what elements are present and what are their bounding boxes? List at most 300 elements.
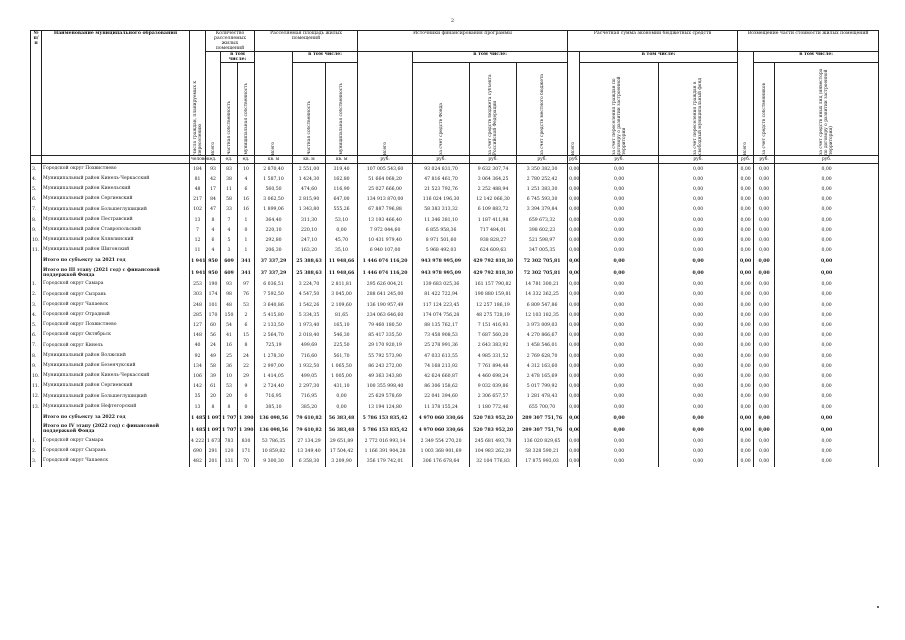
value-cell: 0,00 <box>659 412 738 424</box>
value-cell: 2 815,90 <box>293 195 326 205</box>
value-cell: 74 168 213,92 <box>413 361 470 371</box>
value-cell: 0,00 <box>659 235 738 245</box>
value-cell: 0,00 <box>738 184 754 194</box>
col-persons-header: Число граждан, планируемых к переселению <box>190 31 206 156</box>
rooms-incl-header: в том числе: <box>221 52 255 63</box>
value-cell: 950 <box>206 268 221 280</box>
value-cell: 190 <box>206 280 221 290</box>
finance-fund-header: за счет средств Фонда <box>413 63 470 156</box>
value-cell: 14 781 300,21 <box>517 280 568 290</box>
value-cell: 0,00 <box>568 225 580 235</box>
value-cell: 0,00 <box>738 225 754 235</box>
value-cell: 85 417 335,50 <box>358 331 413 341</box>
value-cell: 0,00 <box>738 371 754 381</box>
municipality-name: Муниципальный район Волжский <box>42 351 190 361</box>
value-cell: 0,00 <box>659 361 738 371</box>
row-number: 4. <box>31 310 42 320</box>
value-cell: 58 383 313,32 <box>413 205 470 215</box>
value-cell: 0,00 <box>580 310 659 320</box>
value-cell: 190 880 159,81 <box>470 290 517 300</box>
row-number: 5. <box>31 320 42 330</box>
value-cell: 0,00 <box>568 457 580 467</box>
value-cell: 29 651,89 <box>326 436 358 446</box>
value-cell: 1 281 478,43 <box>517 392 568 402</box>
municipality-name: Итого по IV этапу (2022 год) с финансовой поддержкой Фонда <box>42 424 190 436</box>
value-cell: 2 997,00 <box>255 361 293 371</box>
value-cell: 17 <box>206 184 221 194</box>
value-cell: 2 306 657,57 <box>470 392 517 402</box>
value-cell: 0,00 <box>580 412 659 424</box>
value-cell: 201 <box>206 457 221 467</box>
table-total-row <box>31 424 879 436</box>
unit-cell: ед. <box>221 156 238 164</box>
value-cell: 0,00 <box>580 225 659 235</box>
value-cell: 20 <box>206 392 221 402</box>
value-cell: 0,00 <box>738 331 754 341</box>
value-cell: 830 <box>238 436 255 446</box>
value-cell: 84 <box>206 195 221 205</box>
value-cell: 0,00 <box>754 195 775 205</box>
value-cell: 142 <box>190 382 206 392</box>
row-number: 2. <box>31 290 42 300</box>
value-cell: 716,95 <box>255 392 293 402</box>
value-cell: 0,00 <box>775 457 879 467</box>
value-cell: 0,00 <box>568 310 580 320</box>
value-cell: 0,00 <box>754 446 775 456</box>
value-cell: 36 <box>221 361 238 371</box>
value-cell: 174 074 756,28 <box>413 310 470 320</box>
value-cell: 10 <box>221 371 238 381</box>
value-cell: 0,00 <box>659 280 738 290</box>
value-cell: 0,00 <box>754 256 775 268</box>
value-cell: 92 <box>190 351 206 361</box>
value-cell: 609 <box>221 268 238 280</box>
value-cell: 225,50 <box>326 341 358 351</box>
value-cell: 11 <box>190 246 206 256</box>
value-cell: 0,00 <box>738 174 754 184</box>
value-cell: 4 460 698,24 <box>470 371 517 381</box>
row-number: 8. <box>31 351 42 361</box>
value-cell: 76 <box>238 290 255 300</box>
value-cell: 0,00 <box>659 300 738 310</box>
value-cell: 48 275 728,19 <box>470 310 517 320</box>
value-cell: 93 024 831,70 <box>413 164 470 175</box>
unit-cell: кв. м <box>293 156 326 164</box>
value-cell: 245 681 493,78 <box>470 436 517 446</box>
value-cell: 93 <box>221 280 238 290</box>
value-cell: 41 <box>221 331 238 341</box>
value-cell: 0,00 <box>568 382 580 392</box>
value-cell: 56 <box>206 331 221 341</box>
table-row <box>31 341 879 351</box>
value-cell: 116 024 196,30 <box>413 195 470 205</box>
value-cell: 234 063 646,60 <box>358 310 413 320</box>
value-cell: 60 <box>206 320 221 330</box>
value-cell: 0,00 <box>754 457 775 467</box>
value-cell: 0,00 <box>738 382 754 392</box>
value-cell: 24 <box>238 351 255 361</box>
value-cell: 0 <box>238 225 255 235</box>
value-cell: 107 005 543,60 <box>358 164 413 175</box>
value-cell: 0,00 <box>754 184 775 194</box>
resettlement-program-table <box>30 30 879 467</box>
value-cell: 0 <box>238 392 255 402</box>
value-cell: 1 251 383,30 <box>517 184 568 194</box>
value-cell: 0,00 <box>738 361 754 371</box>
row-number <box>31 412 42 424</box>
value-cell: 4 <box>206 246 221 256</box>
value-cell: 39 <box>206 371 221 381</box>
value-cell: 32 104 776,83 <box>470 457 517 467</box>
municipality-name: Муниципальный район Шигонский <box>42 246 190 256</box>
value-cell: 7 592,50 <box>255 290 293 300</box>
row-number: 4. <box>31 174 42 184</box>
value-cell: 0,00 <box>326 225 358 235</box>
row-number <box>31 256 42 268</box>
municipality-name: Городской округ Сызрань <box>42 446 190 456</box>
table-total-row <box>31 256 879 268</box>
value-cell: 0,00 <box>580 246 659 256</box>
value-cell: 2 252 488,94 <box>470 184 517 194</box>
value-cell: 303 <box>190 290 206 300</box>
value-cell: 0,00 <box>738 280 754 290</box>
table-row <box>31 320 879 330</box>
value-cell: 7 <box>221 215 238 225</box>
value-cell: 16 <box>238 195 255 205</box>
table-row <box>31 402 879 412</box>
table-row <box>31 392 879 402</box>
table-row <box>31 300 879 310</box>
value-cell: 2 564,70 <box>255 331 293 341</box>
value-cell: 0,00 <box>659 436 738 446</box>
value-cell: 102 <box>190 205 206 215</box>
municipality-name: Городской округ Чапаевск <box>42 300 190 310</box>
row-number: 6. <box>31 195 42 205</box>
value-cell: 0,00 <box>659 446 738 456</box>
value-cell: 136 020 829,65 <box>517 436 568 446</box>
table-row <box>31 371 879 381</box>
value-cell: 162,80 <box>326 174 358 184</box>
municipality-name: Муниципальный район Пестравский <box>42 215 190 225</box>
value-cell: 0,00 <box>738 205 754 215</box>
value-cell: 1 166 391 904,28 <box>358 446 413 456</box>
excess-total-header: Всего <box>738 52 754 156</box>
value-cell: 3 209,90 <box>326 457 358 467</box>
value-cell: 0,00 <box>775 225 879 235</box>
value-cell: 100 355 998,40 <box>358 382 413 392</box>
area-total-header: Всего <box>255 52 293 156</box>
value-cell: 25 027 666,00 <box>358 184 413 194</box>
value-cell: 1 <box>238 215 255 225</box>
col-name-header: Наименование муниципального образования <box>42 31 190 156</box>
value-cell: 1 587,10 <box>255 174 293 184</box>
unit-cell: ед. <box>238 156 255 164</box>
value-cell: 0,00 <box>775 320 879 330</box>
value-cell: 0,00 <box>659 174 738 184</box>
value-cell: 25 388,63 <box>293 268 326 280</box>
value-cell: 3 224,70 <box>293 280 326 290</box>
value-cell: 0,00 <box>775 446 879 456</box>
value-cell: 288 641 245,00 <box>358 290 413 300</box>
value-cell: 4 547,50 <box>293 290 326 300</box>
value-cell: 4 <box>238 174 255 184</box>
value-cell: 520 783 952,20 <box>470 412 517 424</box>
value-cell: 15 <box>238 331 255 341</box>
value-cell: 0,00 <box>738 402 754 412</box>
municipality-name: Городской округ Кинель <box>42 341 190 351</box>
value-cell: 2 349 554 270,20 <box>413 436 470 446</box>
value-cell: 51 664 068,20 <box>358 174 413 184</box>
table-row <box>31 382 879 392</box>
value-cell: 5 415,80 <box>255 310 293 320</box>
table-row <box>31 351 879 361</box>
value-cell: 10 <box>238 164 255 175</box>
value-cell: 0,00 <box>580 392 659 402</box>
value-cell: 67 887 796,88 <box>358 205 413 215</box>
value-cell: 429 792 818,30 <box>470 268 517 280</box>
value-cell: 295 626 004,21 <box>358 280 413 290</box>
value-cell: 0,00 <box>568 174 580 184</box>
unit-cell: кв. м <box>255 156 293 164</box>
value-cell: 1 446 074 116,20 <box>358 256 413 268</box>
value-cell: 12 103 182,35 <box>517 310 568 320</box>
value-cell: 0,00 <box>754 371 775 381</box>
value-cell: 0,00 <box>738 235 754 245</box>
value-cell: 0,00 <box>580 361 659 371</box>
value-cell: 0,00 <box>775 424 879 436</box>
value-cell: 1 097 <box>206 424 221 436</box>
value-cell: 0,00 <box>738 320 754 330</box>
area-group-header: Расселяемая площадь жилых помещений <box>255 31 358 52</box>
municipality-name: Городской округ Чапаевск <box>42 457 190 467</box>
value-cell: 0,00 <box>326 402 358 412</box>
col-number-header: № п/п <box>31 31 42 156</box>
value-cell: 0,00 <box>738 215 754 225</box>
value-cell: 0,00 <box>754 164 775 175</box>
value-cell: 150 <box>221 310 238 320</box>
value-cell: 285 <box>190 310 206 320</box>
value-cell: 0,00 <box>580 280 659 290</box>
value-cell: 1 097 <box>206 412 221 424</box>
value-cell: 165,10 <box>326 320 358 330</box>
municipality-name: Городской округ Сызрань <box>42 290 190 300</box>
value-cell: 0,00 <box>580 268 659 280</box>
table-total-row <box>31 268 879 280</box>
value-cell: 29 <box>238 371 255 381</box>
municipality-name: Муниципальный район Сергиевский <box>42 382 190 392</box>
value-cell: 0,00 <box>754 246 775 256</box>
value-cell: 482 <box>190 457 206 467</box>
municipality-name: Муниципальный район Ставропольский <box>42 225 190 235</box>
value-cell: 0,00 <box>580 382 659 392</box>
value-cell: 4 270 866,67 <box>517 331 568 341</box>
row-number: 8. <box>31 215 42 225</box>
value-cell: 106 <box>190 371 206 381</box>
unit-cell: кв. м <box>326 156 358 164</box>
value-cell: 2 780 252,42 <box>517 174 568 184</box>
value-cell: 8 <box>238 341 255 351</box>
value-cell: 6 855 958,36 <box>413 225 470 235</box>
value-cell: 292,80 <box>255 235 293 245</box>
value-cell: 37 337,29 <box>255 256 293 268</box>
value-cell: 7 761 894,48 <box>470 361 517 371</box>
value-cell: 8 <box>206 402 221 412</box>
value-cell: 148 <box>190 331 206 341</box>
value-cell: 1 899,06 <box>255 205 293 215</box>
value-cell: 0,00 <box>580 457 659 467</box>
value-cell: 1 485 <box>190 424 206 436</box>
value-cell: 25 278 991,36 <box>413 341 470 351</box>
row-number: 11. <box>31 246 42 256</box>
value-cell: 0,00 <box>568 331 580 341</box>
value-cell: 1 343,80 <box>293 205 326 215</box>
value-cell: 3 394 379,84 <box>517 205 568 215</box>
value-cell: 101 <box>206 300 221 310</box>
value-cell: 0,00 <box>580 174 659 184</box>
rooms-group-header: Количество расселяемых жилых помещений <box>206 31 255 52</box>
value-cell: 0,00 <box>775 361 879 371</box>
value-cell: 0,00 <box>754 300 775 310</box>
value-cell: 1 673 <box>206 436 221 446</box>
value-cell: 0,00 <box>738 246 754 256</box>
value-cell: 104 983 262,39 <box>470 446 517 456</box>
value-cell: 5 334,35 <box>293 310 326 320</box>
value-cell: 170 <box>206 310 221 320</box>
value-cell: 0,00 <box>754 174 775 184</box>
unit-cell: ед. <box>206 156 221 164</box>
value-cell: 0,00 <box>659 184 738 194</box>
value-cell: 0,00 <box>775 392 879 402</box>
value-cell: 0,00 <box>580 436 659 446</box>
value-cell: 0,00 <box>659 331 738 341</box>
row-number <box>31 424 42 436</box>
value-cell: 0,00 <box>580 402 659 412</box>
value-cell: 0,00 <box>754 320 775 330</box>
value-cell: 474,60 <box>293 184 326 194</box>
value-cell: 0,00 <box>754 436 775 446</box>
value-cell: 319,40 <box>326 164 358 175</box>
value-cell: 0,00 <box>580 215 659 225</box>
unit-cell: руб. <box>517 156 568 164</box>
value-cell: 14 332 362,25 <box>517 290 568 300</box>
table-row <box>31 225 879 235</box>
excess-investor-header: за счет средств иных лиц (инвестора по договору о развитии застроенной территории) <box>775 63 879 156</box>
value-cell: 5 <box>221 235 238 245</box>
value-cell: 47 816 461,70 <box>413 174 470 184</box>
value-cell: 0,00 <box>775 300 879 310</box>
value-cell: 0,00 <box>580 300 659 310</box>
row-number: 9. <box>31 361 42 371</box>
value-cell: 86 243 272,00 <box>358 361 413 371</box>
unit-cell: руб. <box>775 156 879 164</box>
value-cell: 54 <box>221 320 238 330</box>
value-cell: 521 598,97 <box>517 235 568 245</box>
value-cell: 16 <box>221 341 238 351</box>
savings-municipal-fund-header: за счет переселения граждан в свободный муниципальный фонд <box>659 63 738 156</box>
value-cell: 943 978 995,09 <box>413 256 470 268</box>
value-cell: 13 <box>190 402 206 412</box>
value-cell: 0,00 <box>568 424 580 436</box>
value-cell: 7 972 044,60 <box>358 225 413 235</box>
value-cell: 79 610,82 <box>293 424 326 436</box>
value-cell: 950 <box>206 256 221 268</box>
value-cell: 10 859,82 <box>255 446 293 456</box>
value-cell: 0,00 <box>754 280 775 290</box>
value-cell: 136 098,56 <box>255 412 293 424</box>
value-cell: 35 <box>190 392 206 402</box>
value-cell: 5 017 799,92 <box>517 382 568 392</box>
value-cell: 0,00 <box>580 446 659 456</box>
value-cell: 0,00 <box>659 195 738 205</box>
value-cell: 127 <box>190 320 206 330</box>
value-cell: 117 124 223,45 <box>413 300 470 310</box>
value-cell: 655 700,70 <box>517 402 568 412</box>
value-cell: 9 032 039,86 <box>470 382 517 392</box>
value-cell: 2 297,30 <box>293 382 326 392</box>
value-cell: 6 109 883,72 <box>470 205 517 215</box>
finance-incl-header: в том числе: <box>413 52 568 63</box>
value-cell: 4 <box>206 225 221 235</box>
value-cell: 25 <box>221 351 238 361</box>
value-cell: 1 707 <box>221 424 238 436</box>
value-cell: 45,70 <box>326 235 358 245</box>
area-private-header: частная собственность <box>293 63 326 156</box>
value-cell: 6 358,30 <box>293 457 326 467</box>
value-cell: 0,00 <box>738 268 754 280</box>
value-cell: 0,00 <box>568 371 580 381</box>
table-row <box>31 164 879 175</box>
value-cell: 0,00 <box>568 268 580 280</box>
value-cell: 0,00 <box>738 256 754 268</box>
value-cell: 0,00 <box>568 164 580 175</box>
value-cell: 1 973,40 <box>293 320 326 330</box>
value-cell: 0,00 <box>738 341 754 351</box>
value-cell: 0,00 <box>738 392 754 402</box>
value-cell: 0,00 <box>775 246 879 256</box>
value-cell: 0,00 <box>738 351 754 361</box>
value-cell: 3 973 009,03 <box>517 320 568 330</box>
value-cell: 3 045,00 <box>326 290 358 300</box>
value-cell: 0,00 <box>754 331 775 341</box>
value-cell: 11 <box>221 184 238 194</box>
value-cell: 0,00 <box>775 331 879 341</box>
excess-incl-header: в том числе: <box>754 52 879 63</box>
value-cell: 2 724,40 <box>255 382 293 392</box>
value-cell: 4 985 331,52 <box>470 351 517 361</box>
value-cell: 499,05 <box>293 371 326 381</box>
value-cell: 0,00 <box>775 184 879 194</box>
value-cell: 25 388,63 <box>293 256 326 268</box>
table-row <box>31 184 879 194</box>
value-cell: 5 786 153 835,42 <box>358 424 413 436</box>
scan-speck <box>877 606 879 608</box>
value-cell: 29 170 920,19 <box>358 341 413 351</box>
table-row <box>31 246 879 256</box>
municipality-name: Муниципальный район Нефтегорский <box>42 402 190 412</box>
value-cell: 0,00 <box>659 341 738 351</box>
finance-total-header: Всего <box>358 52 413 156</box>
value-cell: 33 <box>221 205 238 215</box>
value-cell: 53,10 <box>326 215 358 225</box>
value-cell: 0 <box>238 402 255 412</box>
value-cell: 0,00 <box>568 341 580 351</box>
value-cell: 0,00 <box>568 184 580 194</box>
municipality-name: Муниципальный район Сергиевский <box>42 195 190 205</box>
value-cell: 3 <box>221 246 238 256</box>
value-cell: 9 300,30 <box>255 457 293 467</box>
table-row <box>31 195 879 205</box>
value-cell: 0,00 <box>659 402 738 412</box>
